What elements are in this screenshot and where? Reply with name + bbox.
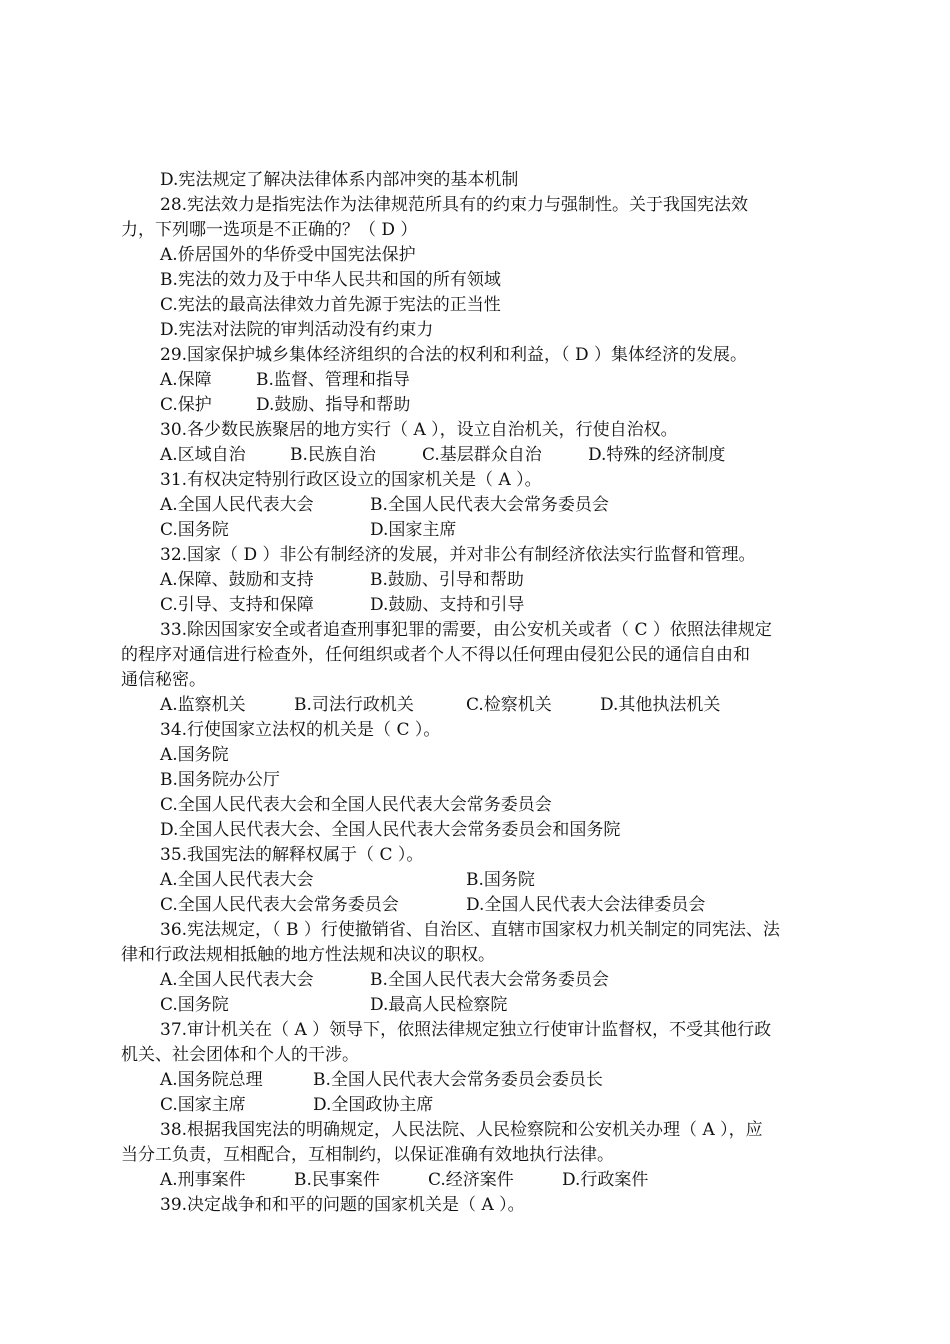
option-text: D.行政案件: [562, 1170, 649, 1190]
question-33-cont2: 通信秘密。: [121, 670, 206, 690]
option-text: B.全国人民代表大会常务委员会: [370, 495, 609, 515]
option-text: B.监督、管理和指导: [256, 370, 410, 390]
question-36-cont: 律和行政法规相抵触的地方性法规和决议的职权。: [121, 945, 495, 965]
question-36: 36.宪法规定，（ B ）行使撤销省、自治区、直辖市国家权力机关制定的同宪法、法: [160, 920, 780, 940]
option-b-28: B.宪法的效力及于中华人民共和国的所有领域: [160, 270, 501, 290]
option-d-27: D.宪法规定了解决法律体系内部冲突的基本机制: [160, 170, 519, 190]
option-text: D.国家主席: [370, 520, 457, 540]
question-39: 39.决定战争和和平的问题的国家机关是（ A ）。: [160, 1195, 525, 1215]
option-text: A.国务院总理: [160, 1070, 263, 1090]
option-text: A.保障: [160, 370, 212, 390]
question-38: 38.根据我国宪法的明确规定，人民法院、人民检察院和公安机关办理（ A ），应: [160, 1120, 763, 1140]
option-text: D.全国政协主席: [313, 1095, 434, 1115]
question-37-cont: 机关、社会团体和个人的干涉。: [121, 1045, 359, 1065]
option-text: B.司法行政机关: [294, 695, 414, 715]
question-28: 28.宪法效力是指宪法作为法律规范所具有的约束力与强制性。关于我国宪法效: [160, 195, 749, 215]
question-37: 37.审计机关在（ A ）领导下，依照法律规定独立行使审计监督权，不受其他行政: [160, 1020, 772, 1040]
option-a-34: A.国务院: [160, 745, 229, 765]
option-text: C.保护: [160, 395, 212, 415]
option-text: A.保障、鼓励和支持: [160, 570, 314, 590]
option-text: B.民事案件: [294, 1170, 380, 1190]
option-text: C.全国人民代表大会常务委员会: [160, 895, 399, 915]
option-text: A.全国人民代表大会: [160, 870, 314, 890]
option-text: C.国家主席: [160, 1095, 246, 1115]
option-text: B.鼓励、引导和帮助: [370, 570, 524, 590]
option-text: B.民族自治: [290, 445, 376, 465]
option-text: C.引导、支持和保障: [160, 595, 314, 615]
option-d-28: D.宪法对法院的审判活动没有约束力: [160, 320, 434, 340]
option-text: A.刑事案件: [160, 1170, 246, 1190]
option-text: B.国务院: [466, 870, 535, 890]
option-text: D.其他执法机关: [600, 695, 721, 715]
question-33: 33.除因国家安全或者追查刑事犯罪的需要，由公安机关或者（ C ）依照法律规定: [160, 620, 772, 640]
option-text: D.鼓励、指导和帮助: [256, 395, 411, 415]
option-c-28: C.宪法的最高法律效力首先源于宪法的正当性: [160, 295, 501, 315]
question-28-cont: 力，下列哪一选项是不正确的？（ D ）: [121, 220, 418, 240]
option-text: D.全国人民代表大会法律委员会: [466, 895, 706, 915]
option-text: C.基层群众自治: [422, 445, 542, 465]
option-text: C.检察机关: [466, 695, 552, 715]
question-31: 31.有权决定特别行政区设立的国家机关是（ A ）。: [160, 470, 542, 490]
question-30: 30.各少数民族聚居的地方实行（ A ），设立自治机关，行使自治权。: [160, 420, 678, 440]
option-text: C.国务院: [160, 520, 229, 540]
option-a-28: A.侨居国外的华侨受中国宪法保护: [160, 245, 416, 265]
option-text: A.全国人民代表大会: [160, 495, 314, 515]
option-d-34: D.全国人民代表大会、全国人民代表大会常务委员会和国务院: [160, 820, 621, 840]
question-34: 34.行使国家立法权的机关是（ C ）。: [160, 720, 441, 740]
question-29: 29.国家保护城乡集体经济组织的合法的权利和利益，（ D ）集体经济的发展。: [160, 345, 747, 365]
option-text: D.鼓励、支持和引导: [370, 595, 525, 615]
option-text: A.全国人民代表大会: [160, 970, 314, 990]
option-text: D.最高人民检察院: [370, 995, 508, 1015]
option-text: D.特殊的经济制度: [588, 445, 726, 465]
option-text: A.监察机关: [160, 695, 246, 715]
option-text: B.全国人民代表大会常务委员会: [370, 970, 609, 990]
question-33-cont: 的程序对通信进行检查外，任何组织或者个人不得以任何理由侵犯公民的通信自由和: [121, 645, 750, 665]
option-text: C.国务院: [160, 995, 229, 1015]
option-b-34: B.国务院办公厅: [160, 770, 280, 790]
question-32: 32.国家（ D ）非公有制经济的发展，并对非公有制经济依法实行监督和管理。: [160, 545, 756, 565]
option-text: A.区域自治: [160, 445, 246, 465]
option-c-34: C.全国人民代表大会和全国人民代表大会常务委员会: [160, 795, 552, 815]
option-text: B.全国人民代表大会常务委员会委员长: [313, 1070, 603, 1090]
option-text: C.经济案件: [428, 1170, 514, 1190]
question-35: 35.我国宪法的解释权属于（ C ）。: [160, 845, 424, 865]
question-38-cont: 当分工负责，互相配合，互相制约，以保证准确有效地执行法律。: [121, 1145, 614, 1165]
